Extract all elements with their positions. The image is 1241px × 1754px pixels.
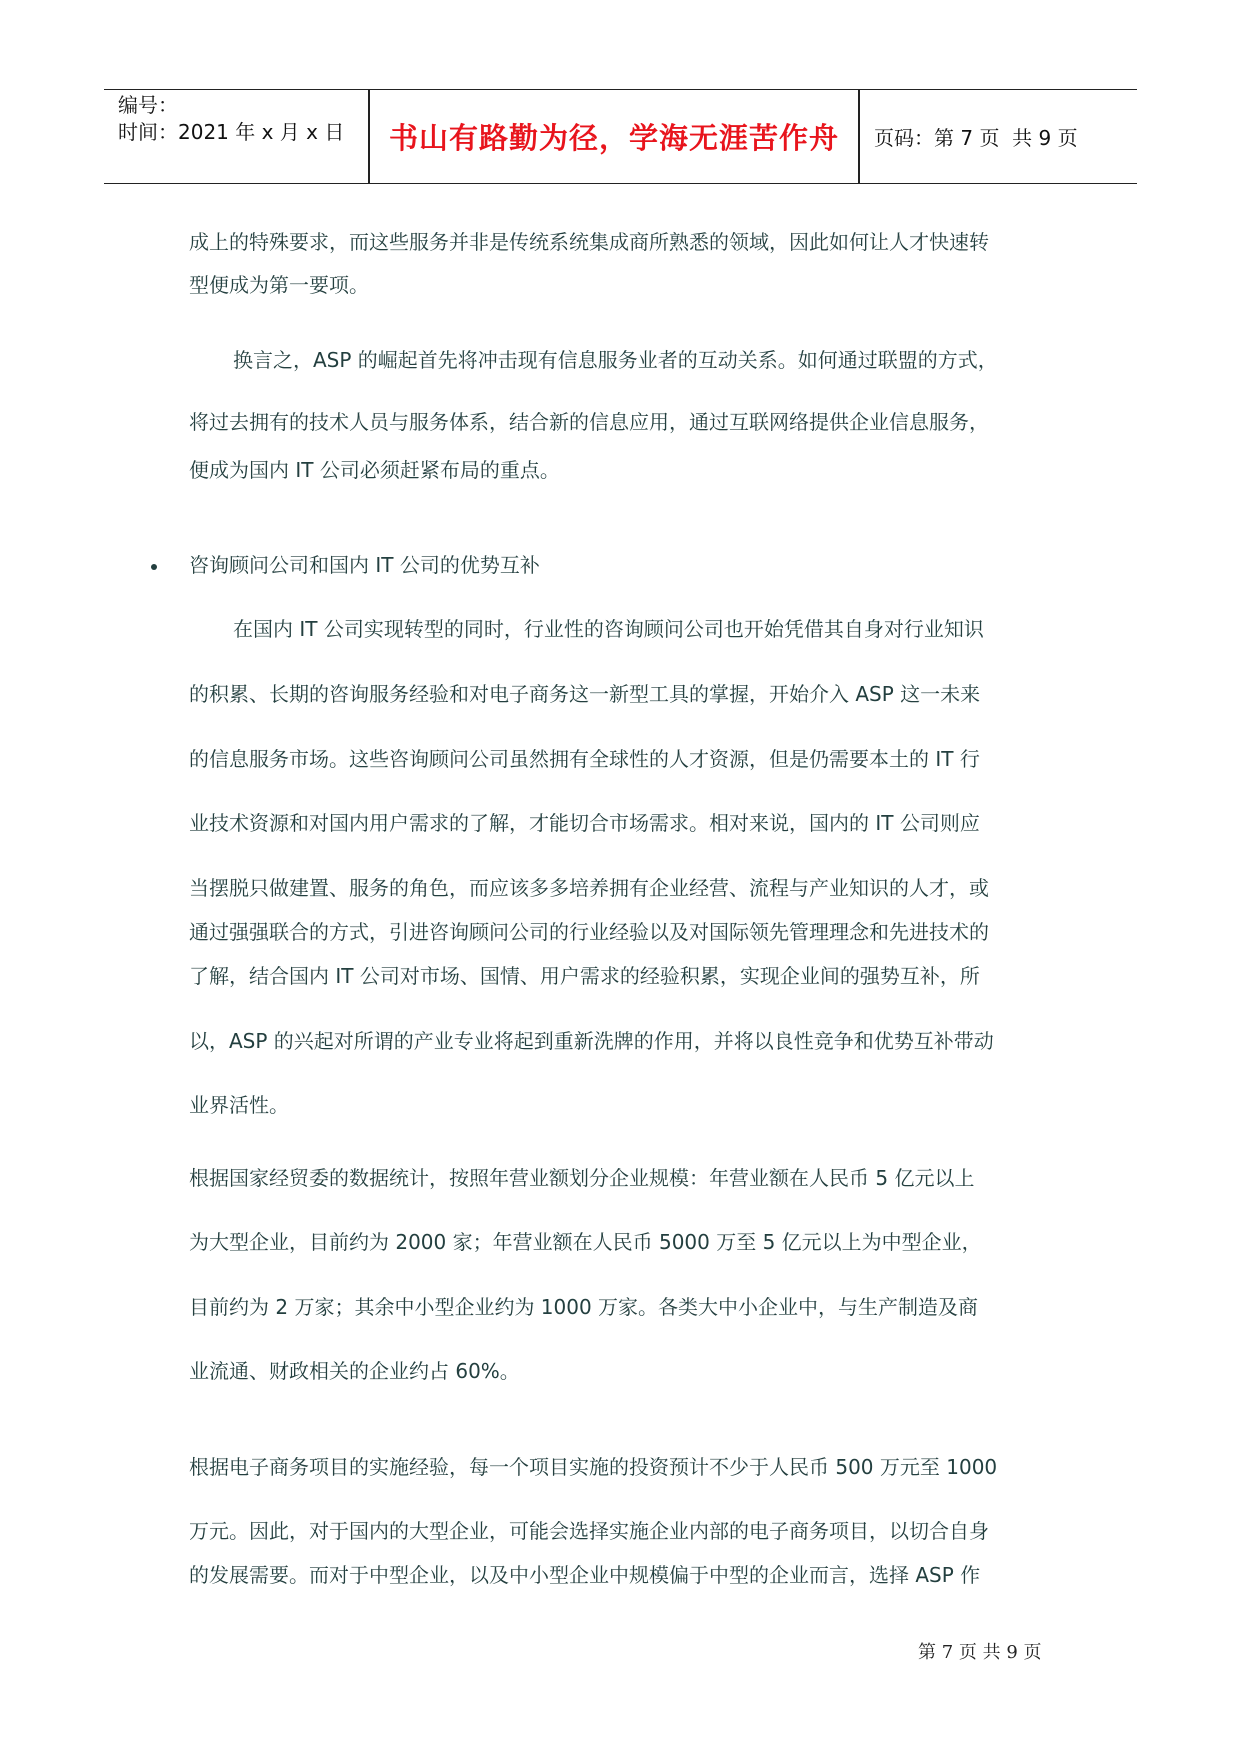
paragraph-line: 根据国家经贸委的数据统计，按照年营业额划分企业规模：年营业额在人民币 5 亿元以上 [189,1166,975,1190]
page-footer-number: 第 7 页 共 9 页 [918,1642,1042,1663]
header-page-number: 页码：第 7 页 共 9 页 [874,126,1078,150]
header-motto: 书山有路勤为径，学海无涯苦作舟 [388,121,839,155]
paragraph-line: 通过强强联合的方式，引进咨询顾问公司的行业经验以及对国际领先管理理念和先进技术的 [189,920,989,944]
paragraph-line: 成上的特殊要求，而这些服务并非是传统系统集成商所熟悉的领域，因此如何让人才快速转 [189,230,989,254]
paragraph-line: 目前约为 2 万家；其余中小型企业约为 1000 万家。各类大中小企业中，与生产制造及商 [189,1295,979,1319]
paragraph-line: 的信息服务市场。这些咨询顾问公司虽然拥有全球性的人才资源，但是仍需要本土的 IT 行 [189,747,980,771]
bullet-heading: 咨询顾问公司和国内 IT 公司的优势互补 [189,553,540,577]
paragraph-line: 为大型企业，目前约为 2000 家；年营业额在人民币 5000 万至 5 亿元以上为中型企业， [189,1230,982,1254]
paragraph-line: 将过去拥有的技术人员与服务体系，结合新的信息应用，通过互联网络提供企业信息服务， [189,410,989,434]
paragraph-line: 业界活性。 [189,1093,289,1117]
paragraph-line: 了解，结合国内 IT 公司对市场、国情、用户需求的经验积累，实现企业间的强势互补，所 [189,964,980,988]
document-number-label: 编号： [118,93,178,117]
paragraph-line: 的积累、长期的咨询服务经验和对电子商务这一新型工具的掌握，开始介入 ASP 这一未来 [189,682,981,706]
paragraph-line: 换言之，ASP 的崛起首先将冲击现有信息服务业者的互动关系。如何通过联盟的方式， [233,348,998,372]
paragraph-line: 的发展需要。而对于中型企业，以及中小型企业中规模偏于中型的企业而言，选择 ASP 作 [189,1563,981,1587]
document-time-label: 时间：2021 年 x 月 x 日 [118,120,345,144]
paragraph-line: 以，ASP 的兴起对所谓的产业专业将起到重新洗牌的作用，并将以良性竞争和优势互补带动 [189,1029,994,1053]
bullet-icon [151,564,157,570]
paragraph-line: 在国内 IT 公司实现转型的同时，行业性的咨询顾问公司也开始凭借其自身对行业知识 [233,617,984,641]
paragraph-line: 当摆脱只做建置、服务的角色，而应该多多培养拥有企业经营、流程与产业知识的人才，或 [189,876,989,900]
paragraph-line: 型便成为第一要项。 [189,273,369,297]
paragraph-line: 根据电子商务项目的实施经验，每一个项目实施的投资预计不少于人民币 500 万元至 1000 [189,1455,998,1479]
paragraph-line: 业流通、财政相关的企业约占 60%。 [189,1359,520,1383]
paragraph-line: 万元。因此，对于国内的大型企业，可能会选择实施企业内部的电子商务项目，以切合自身 [189,1519,989,1543]
paragraph-line: 业技术资源和对国内用户需求的了解，才能切合市场需求。相对来说，国内的 IT 公司则应 [189,811,980,835]
paragraph-line: 便成为国内 IT 公司必须赶紧布局的重点。 [189,458,560,482]
